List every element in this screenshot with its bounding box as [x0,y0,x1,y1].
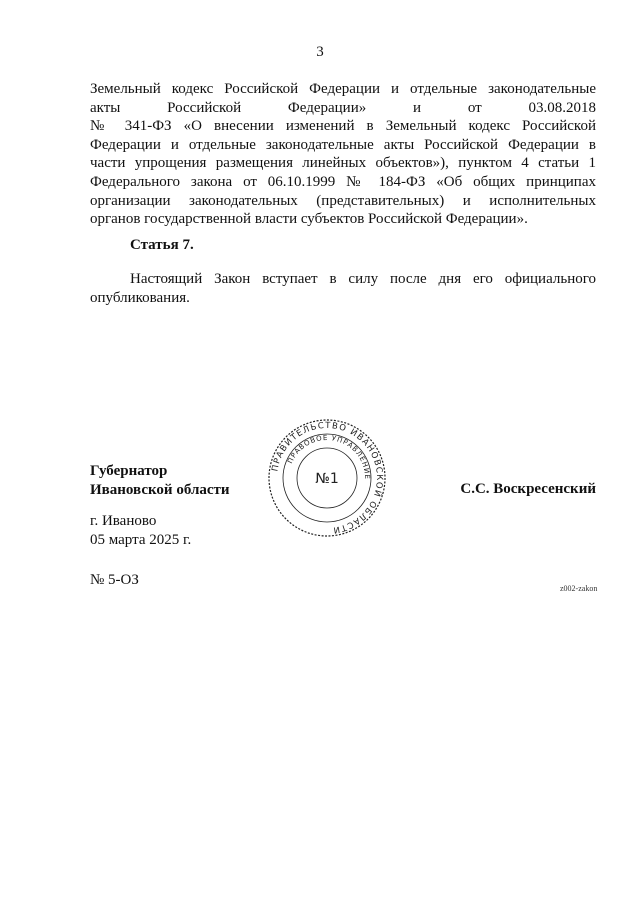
seal-center-text: №1 [315,471,339,487]
text-line: Настоящий Закон вступает в силу после дня его официального [130,271,596,287]
text-line: Земельный кодекс Российской Федерации и отдельные законодательные [90,81,596,97]
page-number: 3 [316,44,324,60]
governor-title-line: Губернатор [90,463,168,479]
text-line: Федерации и отдельные законодательные акты Российской Федерации в [90,136,596,153]
document-code: z002-zakon [560,584,598,593]
text-line: № 341-ФЗ «О внесении изменений в Земельный кодекс Российской [90,118,596,135]
seal-outer-text: ПРАВИТЕЛЬСТВО ИВАНОВСКОЙ ОБЛАСТИ [270,420,385,535]
text-line: организации законодательных (представительных) и исполнительных [90,192,596,209]
text-line: органов государственной власти субъектов Российской Федерации». [90,211,528,228]
text-line: Федерального закона от 06.10.1999 № 184-ФЗ «Об общих принципах [90,173,596,190]
governor-title-line: Ивановской области [90,481,230,498]
governor-title [90,462,230,499]
date: 05 марта 2025 г. [90,532,192,548]
law-number: № 5-ОЗ [90,572,139,588]
official-seal [267,418,387,538]
text-line: части упрощения размещения линейных объектов»), пунктом 4 статьи 1 [90,155,596,172]
place: г. Иваново [90,513,157,529]
paragraph-entry-into-force [90,270,596,307]
seal-inner-text: ПРАВОВОЕ УПРАВЛЕНИЕ [286,433,372,480]
governor-name: С.С. Воскресенский [460,481,596,497]
text-line: акты Российской Федерации» и от 03.08.2018 [90,99,596,116]
place-and-date [90,512,191,550]
paragraph-legal-basis [90,80,596,229]
article-heading: Статья 7. [130,237,194,253]
text-line: опубликования. [90,289,190,306]
